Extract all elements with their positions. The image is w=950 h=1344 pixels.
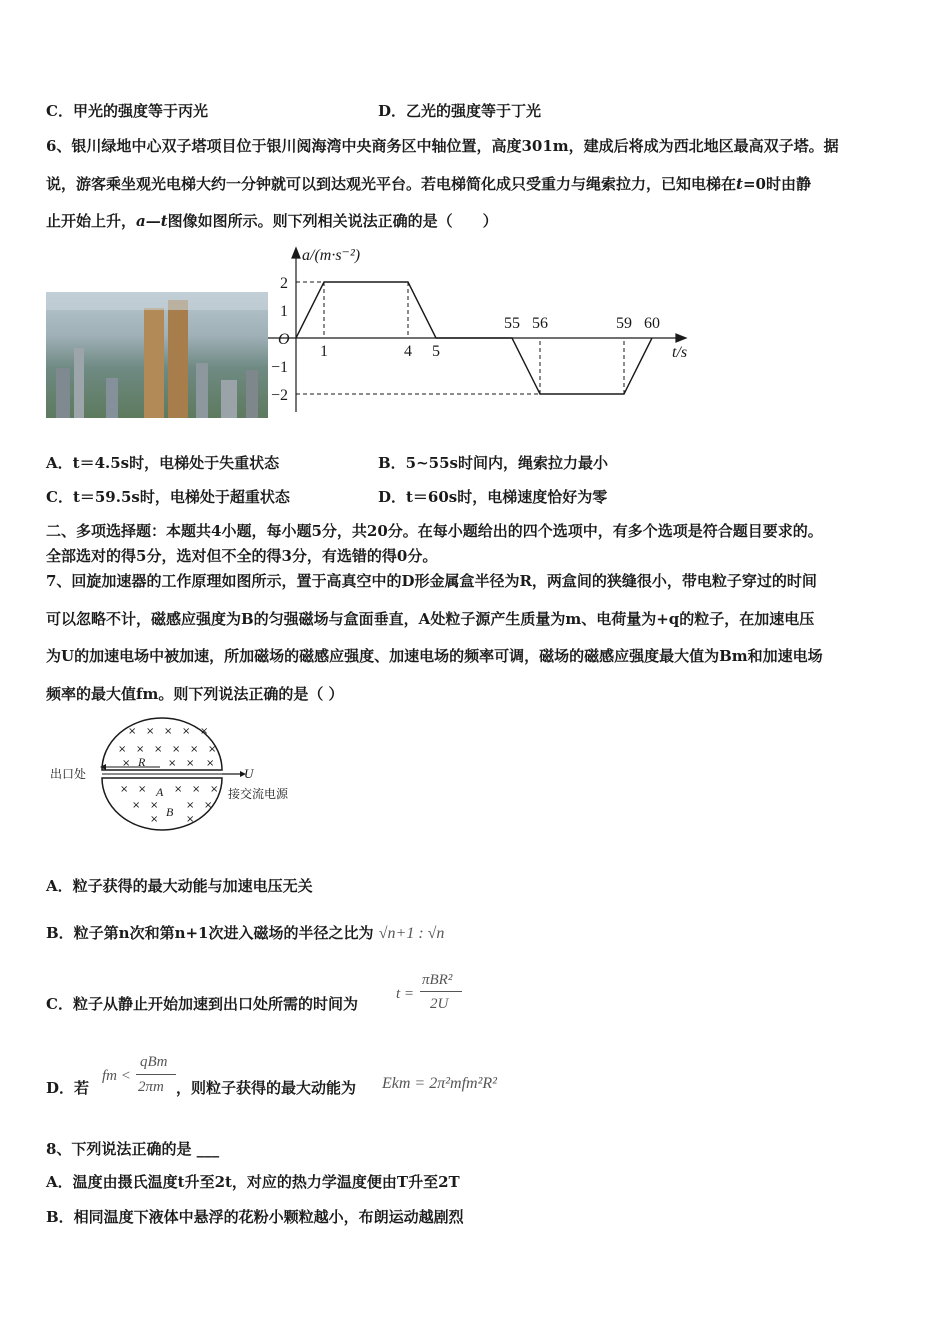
magnetic-field-cross: × <box>186 814 195 825</box>
q8-option-b: B．相同温度下液体中悬浮的花粉小颗粒越小，布朗运动越剧烈 <box>46 1208 464 1226</box>
q7-c-t: t = <box>396 986 415 1002</box>
magnetic-field-cross: × <box>192 784 201 795</box>
q6-option-b: B．5~55s时间内，绳索拉力最小 <box>378 454 609 472</box>
q7-stem-line1: 7、回旋加速器的工作原理如图所示，置于高真空中的D形金属盒半径为R，两盒间的狭缝很小，带电粒子穿过的时间 <box>46 572 817 590</box>
chart-ytick-neg2: −2 <box>270 387 288 404</box>
chart-ytick-2: 2 <box>280 275 288 292</box>
q6-stem-at: a—t <box>136 212 168 230</box>
twin-tower-photo <box>46 292 268 418</box>
q7-d-numerator: qBm <box>140 1054 168 1070</box>
magnetic-field-cross: × <box>206 758 215 769</box>
chart-origin-label: O <box>278 331 290 348</box>
q6-stem-line2a: 说，游客乘坐观光电梯大约一分钟就可以到达观光平台。若电梯简化成只受重力与绳索拉力，已知电梯在 <box>46 175 737 193</box>
magnetic-field-cross: × <box>136 744 145 755</box>
chart-xtick-60: 60 <box>644 315 660 332</box>
chart-ylabel: a/(m·s⁻²) <box>302 247 361 264</box>
magnetic-field-cross: × <box>190 744 199 755</box>
q7-option-b <box>46 923 444 944</box>
q6-stem-line3a: 止开始上升， <box>46 212 137 230</box>
magnetic-field-cross: × <box>186 758 195 769</box>
q7-stem-line2: 可以忽略不计，磁感应强度为B的匀强磁场与盒面垂直，A处粒子源产生质量为m、电荷量为+q的粒子，在加速电压 <box>46 610 815 628</box>
field-b-label: B <box>166 805 174 819</box>
section2-line1: 二、多项选择题：本题共4小题，每小题5分，共20分。在每小题给出的四个选项中，有多个选项是符合题目要求的。 <box>46 522 823 540</box>
magnetic-field-cross: × <box>122 758 131 769</box>
magnetic-field-cross: × <box>150 800 159 811</box>
q7-option-d-text: ，则粒子获得的最大动能为 <box>176 1079 357 1097</box>
chart-ytick-1: 1 <box>280 303 288 320</box>
q5-option-d: D．乙光的强度等于丁光 <box>378 102 542 120</box>
magnetic-field-cross: × <box>168 758 177 769</box>
q7-option-a: A．粒子获得的最大动能与加速电压无关 <box>46 877 313 895</box>
q8-stem: 8、下列说法正确的是 ___ <box>46 1140 220 1158</box>
magnetic-field-cross: × <box>172 744 181 755</box>
q7-c-denominator: 2U <box>430 996 449 1012</box>
ac-source-label: 接交流电源 <box>228 787 289 801</box>
magnetic-field-cross: × <box>132 800 141 811</box>
q7-c-numerator: πBR² <box>422 972 453 988</box>
q6-stem-line2c: =0时由静 <box>742 175 811 193</box>
chart-y-arrow <box>292 248 300 258</box>
q7-stem-line3: 为U的加速电场中被加速，所加磁场的磁感应强度、加速电场的频率可调，磁场的磁感应强度最大值为Bm和加速电场 <box>46 647 823 665</box>
magnetic-field-cross: × <box>146 726 155 737</box>
magnetic-field-cross: × <box>182 726 191 737</box>
chart-xtick-4: 4 <box>404 343 412 360</box>
magnetic-field-cross: × <box>204 800 213 811</box>
chart-xtick-59: 59 <box>616 315 632 332</box>
chart-xtick-5: 5 <box>432 343 440 360</box>
magnetic-field-cross: × <box>186 800 195 811</box>
magnetic-field-cross: × <box>118 744 127 755</box>
magnetic-field-cross: × <box>208 744 217 755</box>
q7-option-b-text: B．粒子第n次和第n+1次进入磁场的半径之比为 <box>46 924 374 942</box>
q5-option-c: C．甲光的强度等于丙光 <box>46 102 208 120</box>
q6-stem-line3c: 图像如图所示。则下列相关说法正确的是（ ） <box>167 212 498 230</box>
magnetic-field-cross: × <box>164 726 173 737</box>
magnetic-field-cross: × <box>128 726 137 737</box>
q8-option-a: A．温度由摄氏温度t升至2t，对应的热力学温度便由T升至2T <box>46 1173 460 1191</box>
q6-stem-line1: 6、银川绿地中心双子塔项目位于银川阅海湾中央商务区中轴位置，高度301m，建成后将成为西北地区最高双子塔。据 <box>46 137 839 155</box>
chart-xtick-56: 56 <box>532 315 548 332</box>
q7-stem-line4: 频率的最大值fm。则下列说法正确的是（ ） <box>46 685 344 703</box>
q6-option-a: A．t＝4.5s时，电梯处于失重状态 <box>46 454 280 472</box>
radius-label: R <box>138 755 146 769</box>
chart-ytick-neg1: −1 <box>270 359 288 376</box>
q7-option-d-prefix: D．若 <box>46 1079 90 1097</box>
q6-option-d: D．t＝60s时，电梯速度恰好为零 <box>378 488 608 506</box>
q7-d-denominator: 2πm <box>138 1079 164 1095</box>
q7-option-b-formula: √n+1 : √n <box>378 925 445 942</box>
magnetic-field-cross: × <box>154 744 163 755</box>
q6-stem-line2 <box>46 174 811 194</box>
chart-xtick-55: 55 <box>504 315 520 332</box>
voltage-label: U <box>244 766 254 781</box>
q6-stem-line3 <box>46 211 498 231</box>
magnetic-field-cross: × <box>120 784 129 795</box>
chart-xlabel: t/s <box>672 344 688 361</box>
magnetic-field-cross: × <box>210 784 219 795</box>
magnetic-field-cross: × <box>138 784 147 795</box>
magnetic-field-cross: × <box>150 814 159 825</box>
q6-stem-t: t <box>736 175 743 193</box>
chart-x-arrow <box>676 334 686 342</box>
magnetic-field-cross: × <box>174 784 183 795</box>
section2-line2: 全部选对的得5分，选对但不全的得3分，有选错的得0分。 <box>46 547 438 565</box>
cyclotron-diagram <box>50 712 320 842</box>
q7-option-c: C．粒子从静止开始加速到出口处所需的时间为 <box>46 995 358 1013</box>
q6-option-c: C．t＝59.5s时，电梯处于超重状态 <box>46 488 290 506</box>
source-a-label: A <box>156 785 164 799</box>
acceleration-time-chart <box>268 240 708 420</box>
exit-label: 出口处 <box>50 767 87 781</box>
chart-xtick-1: 1 <box>320 343 328 360</box>
q7-d-f: fm < <box>102 1068 131 1084</box>
q7-option-d-formula: Ekm = 2π²mfm²R² <box>382 1075 497 1092</box>
magnetic-field-cross: × <box>200 726 209 737</box>
